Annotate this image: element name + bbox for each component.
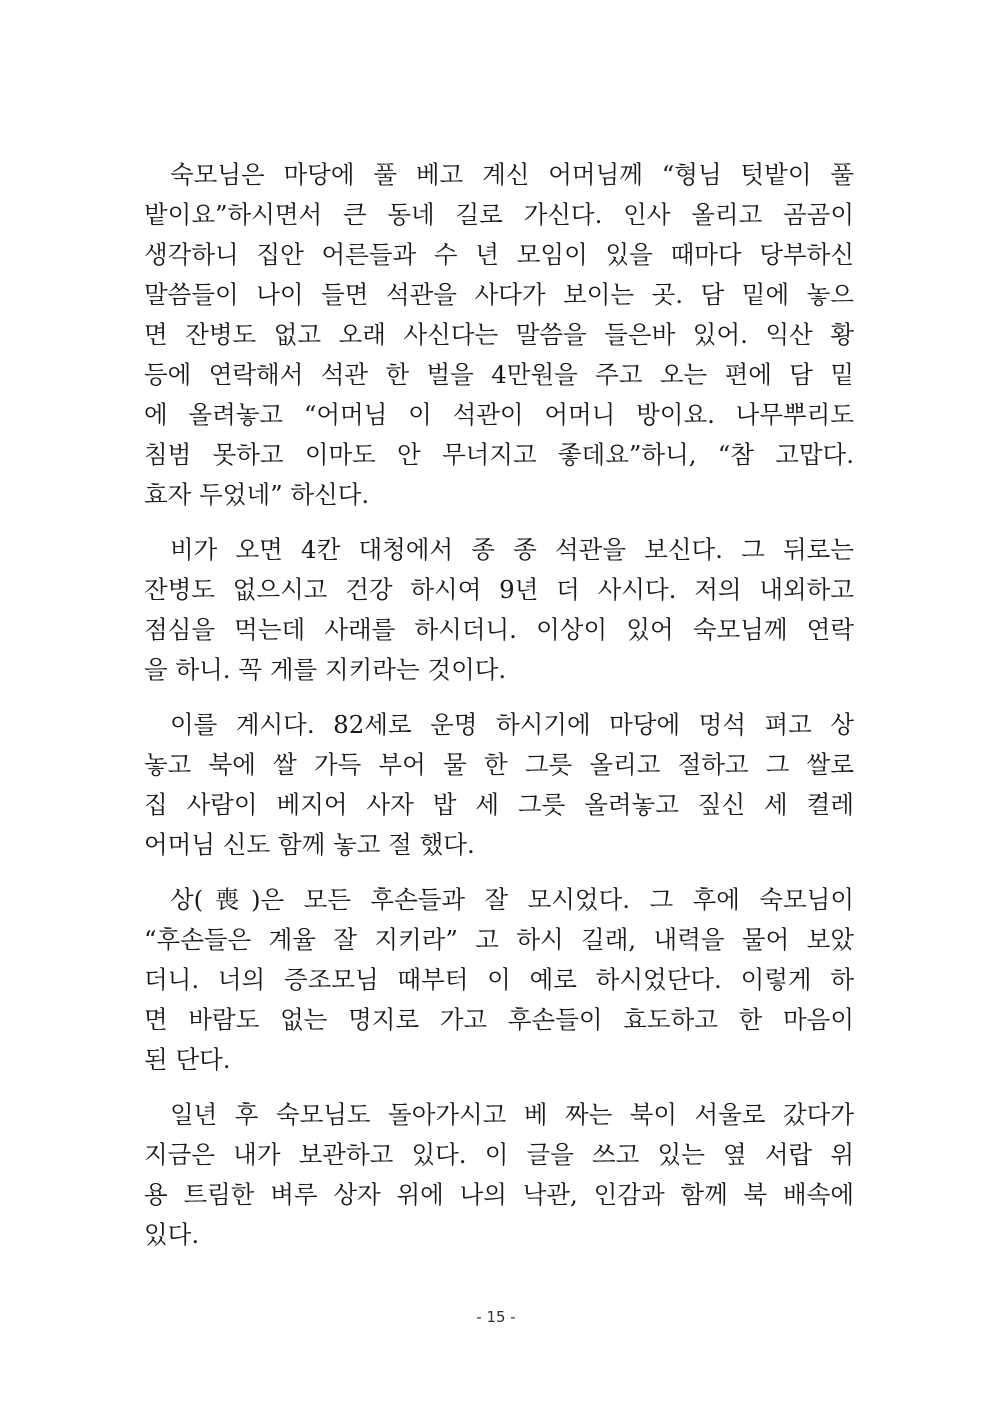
- text-line: 에 올려놓고 “어머님 이 석관이 어머니 방이요. 나무뿌리도: [144, 400, 854, 429]
- text-line: 밭이요”하시면서 큰 동네 길로 가신다. 인사 올리고 곰곰이: [144, 200, 854, 229]
- text-line: 효자 두었네” 하신다.: [144, 480, 370, 509]
- paragraph: [144, 1095, 854, 1255]
- text-line: 이를 계시다. 82세로 운명 하시기에 마당에 멍석 펴고 상: [170, 710, 854, 739]
- text-line: 있다.: [144, 1220, 200, 1249]
- text-line: 비가 오면 4칸 대청에서 종 종 석관을 보신다. 그 뒤로는: [170, 535, 854, 564]
- text-line: 더니. 너의 증조모님 때부터 이 예로 하시었단다. 이렇게 하: [144, 965, 854, 994]
- text-line: 말씀들이 나이 들면 석관을 사다가 보이는 곳. 담 밑에 놓으: [144, 280, 854, 309]
- text-line: 잔병도 없으시고 건강 하시여 9년 더 사시다. 저의 내외하고: [144, 575, 854, 604]
- body-text: [144, 155, 854, 1270]
- text-line: 지금은 내가 보관하고 있다. 이 글을 쓰고 있는 옆 서랍 위: [144, 1140, 854, 1169]
- paragraph: [144, 880, 854, 1080]
- text-line: “후손들은 계율 잘 지키라” 고 하시 길래, 내력을 물어 보았: [144, 925, 854, 954]
- text-line: 을 하니. 꼭 게를 지키라는 것이다.: [144, 655, 507, 684]
- text-line: 생각하니 집안 어른들과 수 년 모임이 있을 때마다 당부하신: [144, 240, 854, 269]
- text-line: 어머님 신도 함께 놓고 절 했다.: [144, 830, 475, 859]
- text-line: 숙모님은 마당에 풀 베고 계신 어머님께 “형님 텃밭이 풀: [170, 160, 854, 189]
- text-line: 침범 못하고 이마도 안 무너지고 좋데요”하니, “참 고맙다.: [144, 440, 854, 469]
- text-line: 놓고 북에 쌀 가득 부어 물 한 그릇 올리고 절하고 그 쌀로: [144, 750, 854, 779]
- text-line: 용 트림한 벼루 상자 위에 나의 낙관, 인감과 함께 북 배속에: [144, 1180, 854, 1209]
- text-line: 된 단다.: [144, 1045, 231, 1074]
- text-line: 등에 연락해서 석관 한 벌을 4만원을 주고 오는 편에 담 밑: [144, 360, 854, 389]
- paragraph: [144, 705, 854, 865]
- text-line: 점심을 먹는데 사래를 하시더니. 이상이 있어 숙모님께 연락: [144, 615, 854, 644]
- text-line: 면 바람도 없는 명지로 가고 후손들이 효도하고 한 마음이: [144, 1005, 854, 1034]
- paragraph: [144, 155, 854, 515]
- text-line: 일년 후 숙모님도 돌아가시고 베 짜는 북이 서울로 갔다가: [170, 1100, 854, 1129]
- text-line: 면 잔병도 없고 오래 사신다는 말씀을 들은바 있어. 익산 황: [144, 320, 854, 349]
- text-line: 상(喪)은 모든 후손들과 잘 모시었다. 그 후에 숙모님이: [170, 885, 854, 914]
- paragraph: [144, 530, 854, 690]
- text-line: 집 사람이 베지어 사자 밥 세 그릇 올려놓고 짚신 세 켤레: [144, 790, 854, 819]
- page-number: - 15 -: [476, 1308, 516, 1326]
